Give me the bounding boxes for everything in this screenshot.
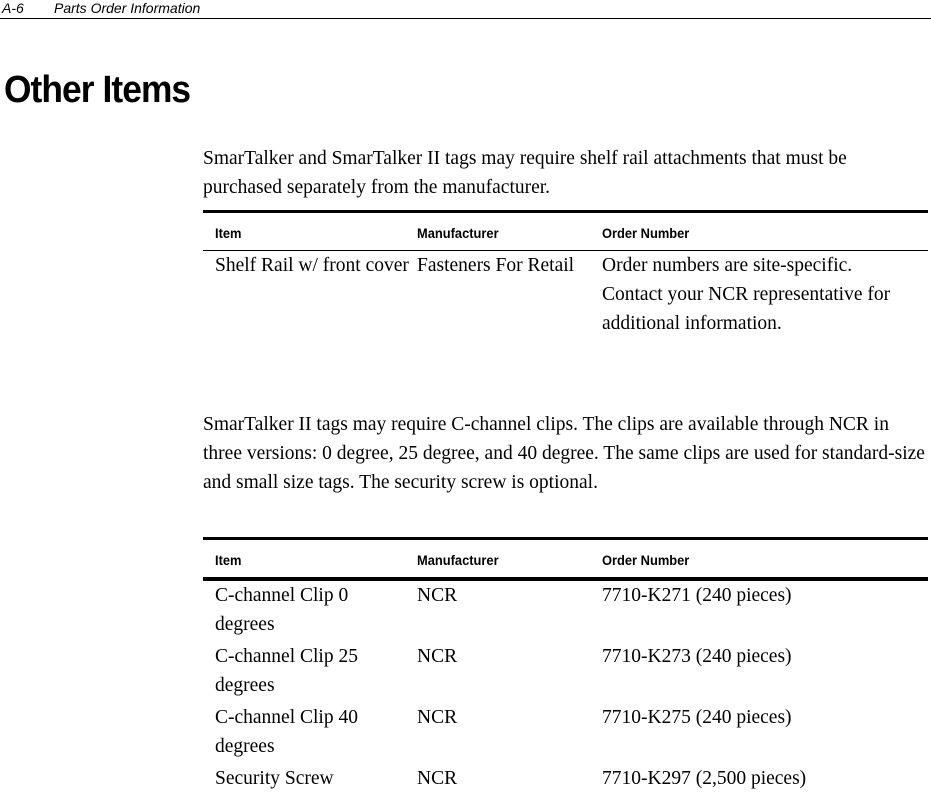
- page-number: A-6: [2, 0, 24, 16]
- cell-order-number: 7710-K275 (240 pieces): [602, 707, 792, 728]
- table-row: [203, 703, 928, 764]
- cell-manufacturer: NCR: [417, 707, 458, 728]
- cell-item: Security Screw: [215, 768, 334, 789]
- running-header: [0, 0, 931, 19]
- column-header-item: Item: [215, 225, 242, 241]
- cell-manufacturer: NCR: [417, 646, 458, 667]
- cell-item: C-channel Clip 25 degrees: [215, 646, 358, 696]
- cell-order-number: Order numbers are site-specific. Contact your NCR representative for additional information.: [602, 255, 891, 334]
- column-header-manufacturer: Manufacturer: [417, 225, 499, 241]
- cell-item: Shelf Rail w/ front cover: [215, 255, 409, 276]
- cell-order-number: 7710-K297 (2,500 pieces): [602, 768, 807, 789]
- column-header-manufacturer: Manufacturer: [417, 552, 499, 568]
- column-header-item: Item: [215, 552, 242, 568]
- table-row: [203, 764, 928, 809]
- column-header-order-number: Order Number: [602, 225, 690, 241]
- intro-paragraph: SmarTalker and SmarTalker II tags may require shelf rail attachments that must be purchased separately from the manufacturer.: [203, 148, 847, 198]
- section-title: Parts Order Information: [54, 0, 201, 16]
- cell-manufacturer: NCR: [417, 585, 458, 606]
- cell-item: C-channel Clip 0 degrees: [215, 585, 349, 635]
- cell-order-number: 7710-K273 (240 pieces): [602, 646, 792, 667]
- clips-paragraph: SmarTalker II tags may require C-channel clips. The clips are available through NCR in three versions: 0 degree, 25 degree, and 40 degree. The same clips are used for standard-size and small size tags. The security screw is optional.: [203, 414, 925, 493]
- table-row: [203, 251, 928, 373]
- table-row: [203, 581, 928, 642]
- table-row: [203, 642, 928, 703]
- c-channel-clip-table: [203, 537, 928, 809]
- column-header-order-number: Order Number: [602, 552, 690, 568]
- cell-order-number: 7710-K271 (240 pieces): [602, 585, 792, 606]
- cell-item: C-channel Clip 40 degrees: [215, 707, 358, 757]
- page-title: Other Items: [4, 69, 191, 111]
- table-header: [203, 537, 928, 578]
- cell-manufacturer: Fasteners For Retail: [417, 255, 575, 276]
- table-header: [203, 210, 928, 251]
- cell-manufacturer: NCR: [417, 768, 458, 789]
- shelf-rail-table: [203, 210, 928, 373]
